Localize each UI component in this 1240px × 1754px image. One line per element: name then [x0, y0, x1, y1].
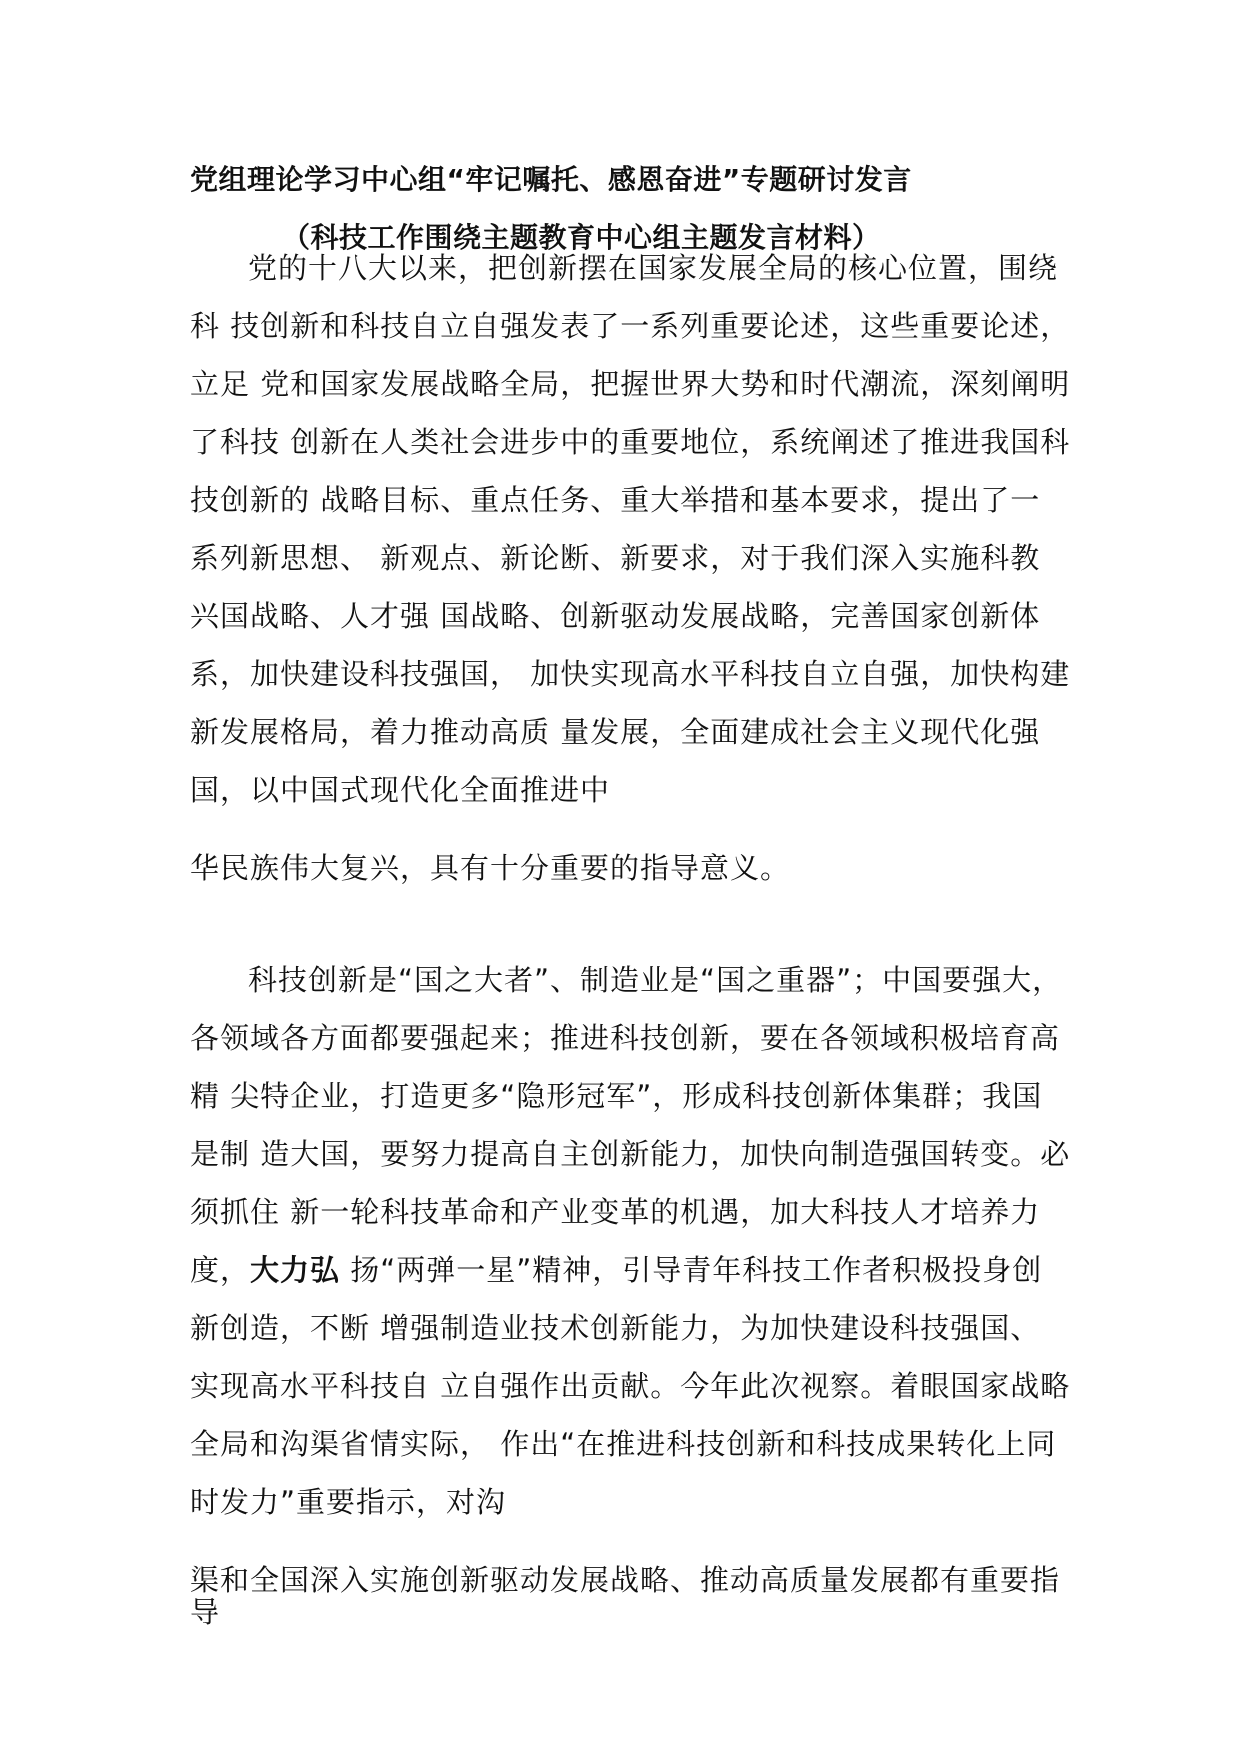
- document-title: 党组理论学习中心组“牢记嘱托、感恩奋进”专题研讨发言: [190, 163, 912, 196]
- paragraph-line: 党的十八大以来，把创新摆在国家发展全局的核心位置，围绕: [248, 251, 1059, 285]
- paragraph-line: 时发力”重要指示，对沟: [190, 1485, 507, 1519]
- paragraph-line: 国，以中国式现代化全面推进中: [190, 773, 611, 807]
- paragraph-line: 实现高水平科技自 立自强作出贡献。今年此次视察。着眼国家战略: [190, 1369, 1071, 1403]
- paragraph-line: 精 尖特企业，打造更多“隐形冠军”，形成科技创新体集群；我国: [190, 1079, 1043, 1113]
- paragraph-line: 全局和沟渠省情实际， 作出“在推进科技创新和科技成果转化上同: [190, 1427, 1057, 1461]
- paragraph-line: 新发展格局，着力推动高质 量发展，全面建成社会主义现代化强: [190, 715, 1041, 749]
- paragraph-line: 系列新思想、 新观点、新论断、新要求，对于我们深入实施科教: [190, 541, 1041, 575]
- paragraph-line: 新创造，不断 增强制造业技术创新能力，为加快建设科技强国、: [190, 1311, 1041, 1345]
- paragraph-line: 华民族伟大复兴，具有十分重要的指导意义。: [190, 851, 791, 885]
- paragraph-line: 导: [190, 1595, 221, 1629]
- paragraph-line: 系，加快建设科技强国， 加快实现高水平科技自立自强，加快构建: [190, 657, 1071, 691]
- paragraph-line: 渠和全国深入实施创新驱动发展战略、推动高质量发展都有重要指: [190, 1563, 1061, 1597]
- paragraph-line: 各领域各方面都要强起来；推进科技创新，要在各领域积极培育高: [190, 1021, 1061, 1055]
- paragraph-line: 立足 党和国家发展战略全局，把握世界大势和时代潮流，深刻阐明: [190, 367, 1071, 401]
- paragraph-line: 兴国战略、人才强 国战略、创新驱动发展战略，完善国家创新体: [190, 599, 1041, 633]
- paragraph-line: 了科技 创新在人类社会进步中的重要地位，系统阐述了推进我国科: [190, 425, 1071, 459]
- line-text-end: 扬“两弹一星”精神，引导青年科技工作者积极投身创: [340, 1253, 1043, 1287]
- paragraph-line: 是制 造大国，要努力提高自主创新能力，加快向制造强国转变。必: [190, 1137, 1071, 1171]
- paragraph-line: 科技创新是“国之大者”、制造业是“国之重器”；中国要强大，: [248, 963, 1063, 997]
- line-text-start: 度，: [190, 1253, 251, 1287]
- paragraph-line-mixed: [190, 1250, 1042, 1290]
- paragraph-line: 须抓住 新一轮科技革命和产业变革的机遇，加大科技人才培养力: [190, 1195, 1041, 1229]
- paragraph-line: 技创新的 战略目标、重点任务、重大举措和基本要求，提出了一: [190, 483, 1041, 517]
- line-text-bold: 大力弘: [250, 1253, 341, 1287]
- paragraph-line: 科 技创新和科技自立自强发表了一系列重要论述，这些重要论述，: [190, 309, 1071, 343]
- document-subtitle: （科技工作围绕主题教育中心组主题发言材料）: [282, 221, 881, 254]
